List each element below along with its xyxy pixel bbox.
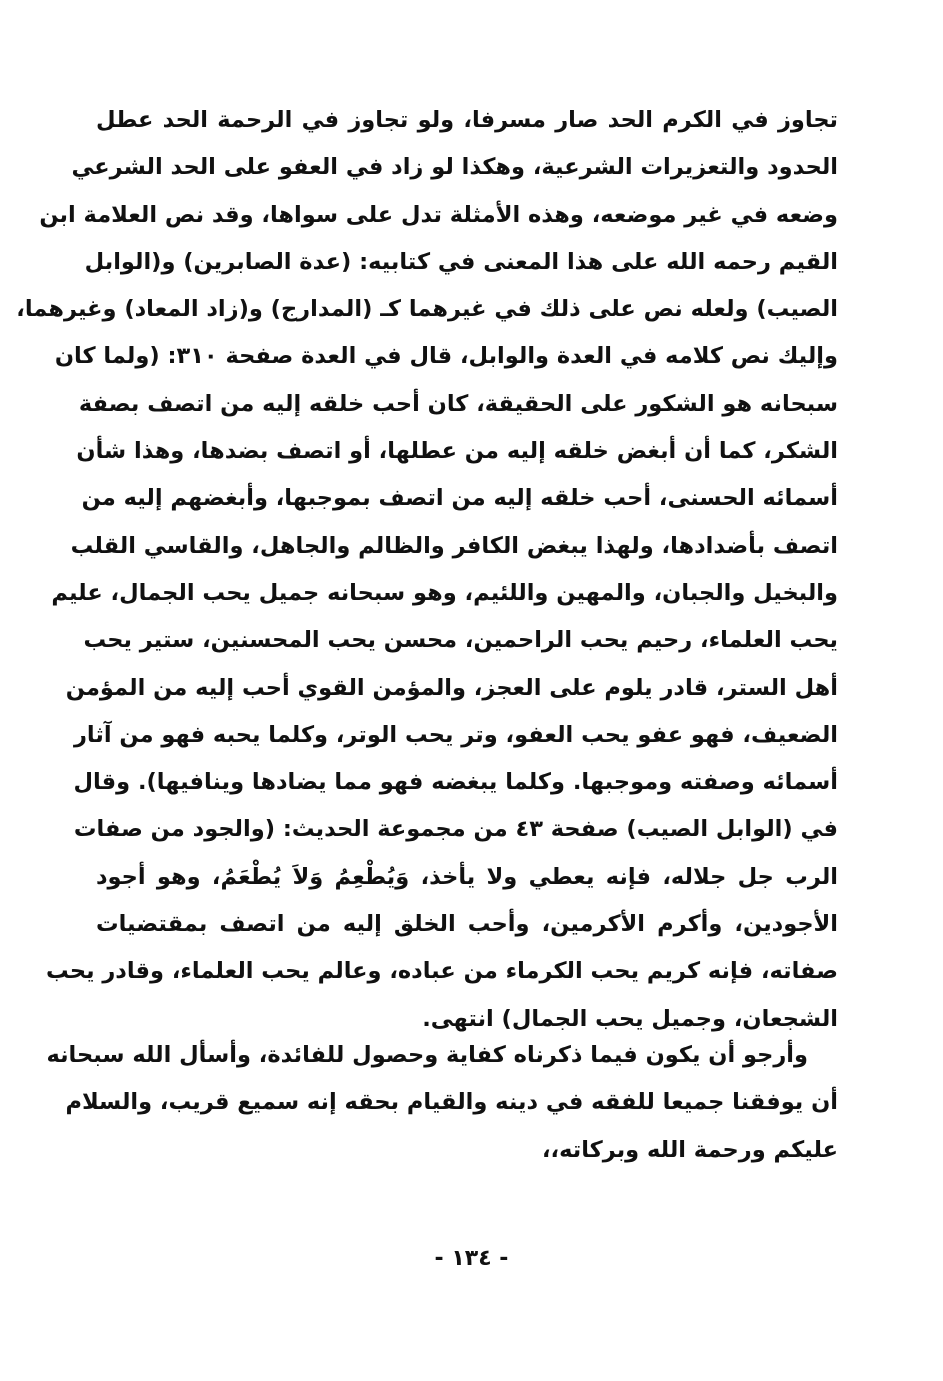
text-line: سبحانه هو الشكور على الحقيقة، كان أحب خلقه إليه من اتصف بصفة [78, 390, 838, 417]
text-line: يحب العلماء، رحيم يحب الراحمين، محسن يحب المحسنين، ستير يحب [83, 627, 838, 654]
text-line: أهل الستر، قادر يلوم على العجز، والمؤمن القوي أحب إليه من المؤمن [65, 674, 838, 701]
text-line: الأجودين، وأكرم الأكرمين، وأحب الخلق إليه من اتصف بمقتضيات [96, 911, 838, 938]
text-line: اتصف بأضدادها، ولهذا يبغض الكافر والظالم والجاهل، والقاسي القلب [70, 532, 838, 559]
text-line: الشكر، كما أن أبغض خلقه إليه من عطلها، أو اتصف بضدها، وهذا شأن [76, 438, 838, 465]
text-line: الرب جل جلاله، فإنه يعطي ولا يأخذ، وَيُطْعِمُ وَلاَ يُطْعَمُ، وهو أجود [96, 863, 838, 890]
closing-paragraph [46, 1032, 838, 1174]
text-line: وإليك نص كلامه في العدة والوابل، قال في العدة صفحة ٣١٠: (ولما كان [54, 343, 838, 370]
text-line: الحدود والتعزيرات الشرعية، وهكذا لو زاد في العفو على الحد الشرعي [71, 154, 838, 181]
text-line: أسمائه الحسنى، أحب خلقه إليه من اتصف بموجبها، وأبغضهم إليه من [81, 485, 838, 512]
text-line: الضعيف، فهو عفو يحب العفو، وتر يحب الوتر، وكلما يحبه فهو من آثار [73, 721, 838, 748]
text-line: الشجعان، وجميل يحب الجمال) انتهى. [422, 1005, 838, 1032]
text-line: الصيب) ولعله نص على ذلك في غيرهما كـ (المدارج) و(زاد المعاد) وغيرهما، [16, 296, 838, 323]
page-number: - ١٣٤ - [434, 1246, 509, 1271]
text-line: أن يوفقنا جميعا للفقه في دينه والقيام بحقه إنه سميع قريب، والسلام [65, 1089, 838, 1116]
text-line: تجاوز في الكرم الحد صار مسرفا، ولو تجاوز في الرحمة الحد عطل [96, 107, 838, 133]
text-line: صفاته، فإنه كريم يحب الكرماء من عباده، وعالم يحب العلماء، وقادر يحب [46, 958, 838, 985]
text-line: وضعه في غير موضعه، وهذه الأمثلة تدل على سواها، وقد نص العلامة ابن [39, 201, 838, 228]
text-line: عليكم ورحمة الله وبركاته،، [542, 1136, 838, 1163]
main-paragraph [16, 97, 838, 1043]
text-line: أسمائه وصفته وموجبها. وكلما يبغضه فهو مما يضادها وينافيها). وقال [73, 769, 838, 796]
text-line: وأرجو أن يكون فيما ذكرناه كفاية وحصول للفائدة، وأسأل الله سبحانه [46, 1042, 808, 1068]
text-line: في (الوابل الصيب) صفحة ٤٣ من مجموعة الحديث: (والجود من صفات [73, 816, 838, 843]
text-line: القيم رحمه الله على هذا المعنى في كتابيه: (عدة الصابرين) و(الوابل [84, 248, 838, 275]
text-line: والبخيل والجبان، والمهين واللئيم، وهو سبحانه جميل يحب الجمال، عليم [51, 579, 838, 606]
